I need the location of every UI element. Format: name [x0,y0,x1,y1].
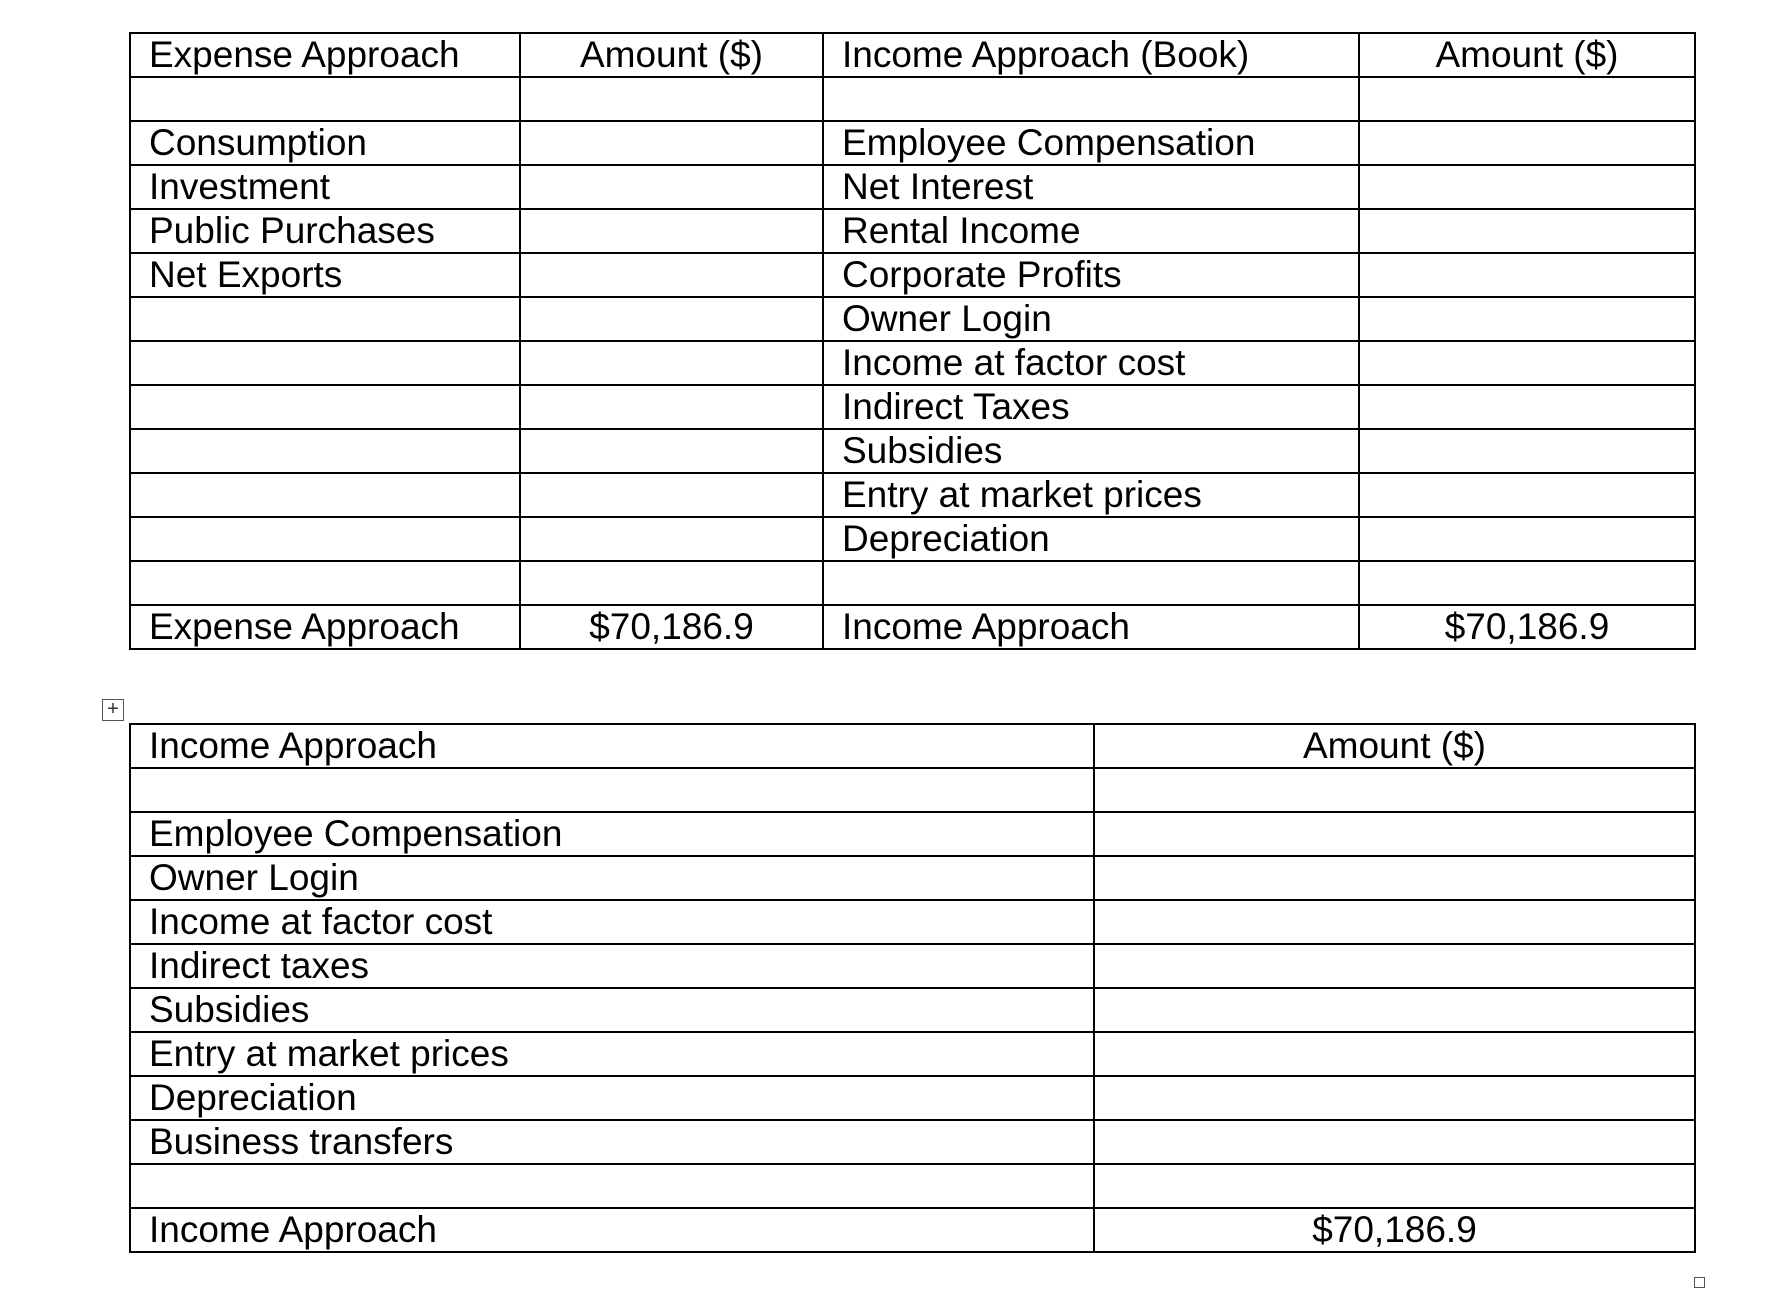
table2-cell[interactable] [130,1164,1094,1208]
table1-cell[interactable]: Subsidies [823,429,1359,473]
table2-cell[interactable] [130,768,1094,812]
table2-row [130,856,1695,900]
table1-cell[interactable] [823,77,1359,121]
table1-row [130,561,1695,605]
table2-cell[interactable]: Income Approach [130,1208,1094,1252]
table1-cell[interactable] [520,165,823,209]
table2-cell[interactable]: Income at factor cost [130,900,1094,944]
table2-row [130,812,1695,856]
table1-cell[interactable]: Investment [130,165,520,209]
table-move-handle-icon[interactable]: + [102,699,124,721]
table1-cell[interactable] [1359,77,1695,121]
table1-cell[interactable]: Corporate Profits [823,253,1359,297]
table1-cell[interactable]: Net Exports [130,253,520,297]
table2-cell[interactable] [1094,768,1695,812]
table-resize-handle-icon[interactable] [1694,1277,1705,1288]
table2-row [130,1076,1695,1120]
table1-cell[interactable] [520,209,823,253]
table2-row [130,724,1695,768]
table1-cell[interactable] [130,561,520,605]
table2-cell[interactable]: Amount ($) [1094,724,1695,768]
table1-cell[interactable] [520,473,823,517]
table1-cell[interactable]: Income Approach (Book) [823,33,1359,77]
table1-cell[interactable]: Employee Compensation [823,121,1359,165]
table1-cell[interactable] [520,121,823,165]
table1-row [130,385,1695,429]
table1-cell[interactable]: Expense Approach [130,605,520,649]
table1-row [130,253,1695,297]
table1-cell[interactable] [520,517,823,561]
table2-cell[interactable] [1094,1164,1695,1208]
table1-cell[interactable] [1359,473,1695,517]
table2-cell[interactable]: $70,186.9 [1094,1208,1695,1252]
table1-cell[interactable] [130,341,520,385]
table2-cell[interactable] [1094,944,1695,988]
table1-row [130,341,1695,385]
table2-cell[interactable]: Employee Compensation [130,812,1094,856]
table2-row [130,944,1695,988]
table1-cell[interactable] [1359,561,1695,605]
table1-cell[interactable]: Amount ($) [520,33,823,77]
table1-row [130,209,1695,253]
table1-cell[interactable]: Expense Approach [130,33,520,77]
table1-cell[interactable] [1359,253,1695,297]
table1-cell[interactable]: Income Approach [823,605,1359,649]
table2-row [130,988,1695,1032]
table1-cell[interactable] [520,297,823,341]
table2-cell[interactable]: Business transfers [130,1120,1094,1164]
table1-row [130,33,1695,77]
table2-cell[interactable]: Owner Login [130,856,1094,900]
table1-cell[interactable] [130,517,520,561]
table2-cell[interactable] [1094,1076,1695,1120]
table1-cell[interactable] [520,429,823,473]
table1-row [130,517,1695,561]
table1-cell[interactable] [130,473,520,517]
table1-cell[interactable]: Owner Login [823,297,1359,341]
table1-cell[interactable] [1359,429,1695,473]
table1-cell[interactable]: Consumption [130,121,520,165]
table1-cell[interactable] [130,385,520,429]
table2-row [130,1032,1695,1076]
table1-cell[interactable]: $70,186.9 [1359,605,1695,649]
income-approach-table [129,723,1696,1253]
table2-cell[interactable] [1094,812,1695,856]
table1-cell[interactable] [130,77,520,121]
table1-cell[interactable]: Income at factor cost [823,341,1359,385]
table1-cell[interactable] [823,561,1359,605]
table1-row [130,121,1695,165]
table1-cell[interactable] [520,561,823,605]
table1-row [130,165,1695,209]
table1-row [130,473,1695,517]
table1-cell[interactable] [1359,121,1695,165]
table2-cell[interactable]: Entry at market prices [130,1032,1094,1076]
table2-row [130,768,1695,812]
table2-row [130,1164,1695,1208]
table1-cell[interactable]: Rental Income [823,209,1359,253]
table1-cell[interactable]: Depreciation [823,517,1359,561]
table1-row [130,77,1695,121]
table1-cell[interactable]: Entry at market prices [823,473,1359,517]
table1-cell[interactable] [1359,297,1695,341]
table1-cell[interactable]: $70,186.9 [520,605,823,649]
table1-cell[interactable] [1359,209,1695,253]
table2-cell[interactable] [1094,988,1695,1032]
table1-cell[interactable] [1359,517,1695,561]
table1-cell[interactable] [520,253,823,297]
table2-cell[interactable]: Indirect taxes [130,944,1094,988]
table2-cell[interactable] [1094,1120,1695,1164]
table1-cell[interactable] [1359,385,1695,429]
table1-row [130,605,1695,649]
table1-cell[interactable]: Indirect Taxes [823,385,1359,429]
table2-cell[interactable]: Depreciation [130,1076,1094,1120]
table2-row [130,1208,1695,1252]
table1-cell[interactable] [520,77,823,121]
expense-income-comparison-table [129,32,1696,650]
table1-cell[interactable] [520,385,823,429]
table1-cell[interactable] [1359,341,1695,385]
table1-cell[interactable] [520,341,823,385]
table1-cell[interactable] [1359,165,1695,209]
table1-cell[interactable]: Net Interest [823,165,1359,209]
table2-cell[interactable] [1094,1032,1695,1076]
table2-cell[interactable]: Subsidies [130,988,1094,1032]
table1-cell[interactable] [130,429,520,473]
table2-row [130,900,1695,944]
table2-cell[interactable]: Income Approach [130,724,1094,768]
table1-cell[interactable] [130,297,520,341]
table1-row [130,429,1695,473]
table2-row [130,1120,1695,1164]
table1-cell[interactable]: Public Purchases [130,209,520,253]
table1-row [130,297,1695,341]
table2-cell[interactable] [1094,900,1695,944]
table2-cell[interactable] [1094,856,1695,900]
table1-cell[interactable]: Amount ($) [1359,33,1695,77]
